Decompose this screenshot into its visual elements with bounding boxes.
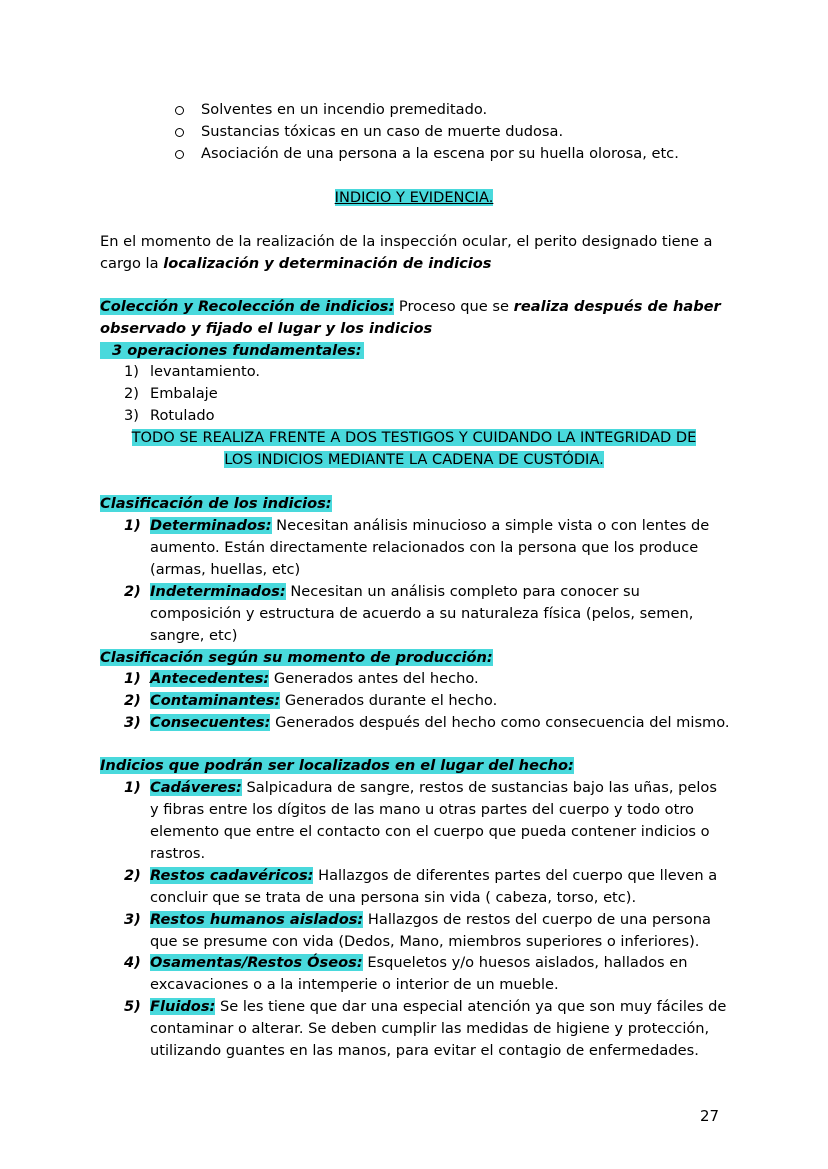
list-item-line: (armas, huellas, etc) [150,561,301,578]
list-item-line: utilizando guantes en las manos, para evitar el contagio de enfermedades. [150,1042,699,1059]
ops-heading: 3 operaciones fundamentales: [100,340,364,362]
section-title [0,187,828,209]
list-item-line: sangre, etc) [150,627,238,644]
coleccion-heading-line: Colección y Recolección de indicios: Proceso que se realiza después de haber [100,298,721,315]
bullet-text: Asociación de una persona a la escena por su huella olorosa, etc. [201,145,679,162]
term: Antecedentes: [150,670,270,687]
hollow-circle-bullet-icon [175,150,184,159]
term: Determinados: [150,517,272,534]
bullet-text: Sustancias tóxicas en un caso de muerte dudosa. [201,123,564,140]
term: Cadáveres: [150,779,242,796]
term: Indeterminados: [150,583,286,600]
list-item-line: composición y estructura de acuerdo a su naturaleza física (pelos, semen, [150,605,694,622]
term: Osamentas/Restos Óseos: [150,954,363,971]
page-number: 27 [700,1107,720,1125]
list-item-line: rastros. [150,845,206,862]
list-item-line: concluir que se trata de una persona sin vida ( cabeza, torso, etc). [150,889,637,906]
intro-bold: localización y determinación de indicios [163,255,492,272]
list-item-line: contaminar o alterar. Se deben cumplir las medidas de higiene y protección, [150,1020,710,1037]
note-line: LOS INDICIOS MEDIANTE LA CADENA DE CUSTÓDIA. [224,451,604,468]
list-item-line: que se presume con vida (Dedos, Mano, miembros superiores o inferiores). [150,933,700,950]
momento-heading: Clasificación según su momento de producción: [100,649,493,666]
term: Restos cadavéricos: [150,867,314,884]
note-line: TODO SE REALIZA FRENTE A DOS TESTIGOS Y CUIDANDO LA INTEGRIDAD DE [131,429,697,446]
list-item-line: aumento. Están directamente relacionados con la persona que los produce [150,539,699,556]
lugar-heading: Indicios que podrán ser localizados en el lugar del hecho: [100,757,574,774]
section-title-text: INDICIO Y EVIDENCIA. [334,189,494,206]
list-item-line: excavaciones o a la intemperie o interior de un mueble. [150,976,559,993]
term: Fluidos: [150,998,216,1015]
coleccion-heading: Colección y Recolección de indicios: [100,298,395,315]
hollow-circle-bullet-icon [175,128,184,137]
list-item-line: elemento que entre el contacto con el cuerpo que pueda contener indicios o [150,823,710,840]
term: Consecuentes: [150,714,271,731]
document-page: Solventes en un incendio premeditado. Sustancias tóxicas en un caso de muerte dudosa. Asociación de una persona a la escena por su huella olorosa, etc. INDICIO Y EVIDENCIA. En el momento de la realización de la inspección ocular, el perito designado tiene a cargo la localización y determinación de indicios Colección y Recolección de indicios: Proceso que se realiza después de haber observado y fijado el lugar y los indicios 3 operaciones fundamentales: 1) levantamiento. 2) Embalaje 3) Rotulado TODO SE REALIZA FRENTE A DOS TESTIGOS Y CUIDANDO LA INTEGRIDAD DE LOS INDICIOS MEDIANTE LA CADENA DE CUSTÓDIA. Clasificación de los indicios: 1) Determinados: Necesitan análisis minucioso a simple vista o con lentes de aumento. Están directamente relacionados con la persona que los produce (armas, huellas, etc) 2) Indeterminados: Necesitan un análisis completo para conocer su composición y estructura de acuerdo a su naturaleza física (pelos, semen, sangre, etc) Clasificación según su momento de producción: 1) Antecedentes: Generados antes del hecho. 2) Contaminantes: Generados durante el hecho. 3) Consecuentes: Generados después del hecho como consecuencia del mismo. Indicios que podrán ser localizados en el lugar del hecho: 1) Cadáveres: Salpicadura de sangre, restos de sustancias bajo las uñas, pelos y fibras entre los dígitos de las mano u otras partes del cuerpo y todo otro elemento que entre el contacto con el cuerpo que pueda contener indicios o rastros. 2) Restos cadavéricos: Hallazgos de diferentes partes del cuerpo que lleven a concluir que se trata de una persona sin vida ( cabeza, torso, etc). 3) Restos humanos aislados: Hallazgos de restos del cuerpo de una persona que se presume con vida (Dedos, Mano, miembros superiores o inferiores). 4) Osamentas/Restos Óseos: Esqueletos y/o huesos aislados, hallados en excavaciones o a la intemperie o interior de un mueble. 5) Fluidos: Se les tiene que dar una especial atención ya que son muy fáciles de contaminar o alterar. Se deben cumplir las medidas de higiene y protección, utilizando guantes en las manos, para evitar el contagio de enfermedades. 27 [0,0,828,1169]
intro-line: En el momento de la realización de la inspección ocular, el perito designado tiene a [100,233,713,250]
bullet-text: Solventes en un incendio premeditado. [201,101,488,118]
list-item-line: y fibras entre los dígitos de las mano u otras partes del cuerpo y todo otro [150,801,694,818]
intro-line: cargo la localización y determinación de indicios [100,255,492,272]
coleccion-bold-line: observado y fijado el lugar y los indicios [100,320,433,337]
term: Contaminantes: [150,692,281,709]
term: Restos humanos aislados: [150,911,364,928]
hollow-circle-bullet-icon [175,106,184,115]
clasificacion-heading: Clasificación de los indicios: [100,495,332,512]
